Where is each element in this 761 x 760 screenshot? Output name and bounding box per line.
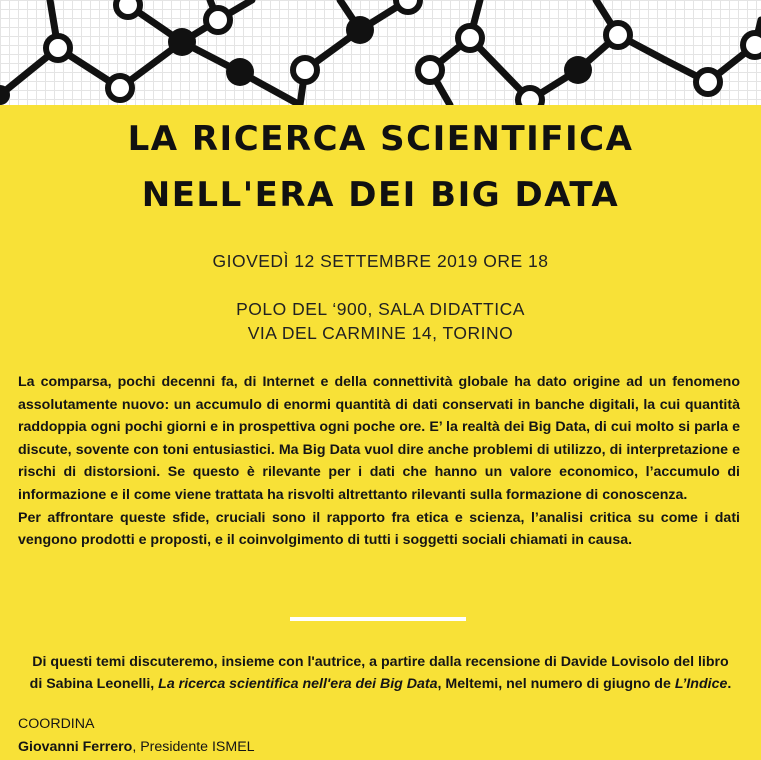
note-suffix: . <box>727 676 732 692</box>
divider <box>290 617 466 621</box>
venue-line-1: POLO DEL ‘900, SALA DIDATTICA <box>236 299 525 319</box>
note-middle: , Meltemi, nel numero di giugno de <box>437 676 675 692</box>
title-line-2: NELL'ERA DEI BIG DATA <box>141 175 620 215</box>
molecule-network-icon <box>0 0 761 105</box>
note-line-1: Di questi temi discuteremo, insieme con l'autrice, a partire dalla recensione di Davide Lovisolo del libro <box>32 654 729 670</box>
coordination-label: COORDINA <box>18 716 95 732</box>
coordinator-name: Giovanni Ferrero <box>18 739 133 755</box>
book-title: La ricerca scientifica nell'era dei Big Data <box>158 676 438 692</box>
note-line-2 <box>0 673 761 696</box>
event-date: GIOVEDÌ 12 SETTEMBRE 2019 ORE 18 <box>212 251 549 271</box>
coordinator-role: , Presidente ISMEL <box>132 739 255 755</box>
note-prefix: di Sabina Leonelli, <box>29 676 159 692</box>
header-band <box>0 0 761 105</box>
coordinator <box>18 739 255 755</box>
description-paragraph-2: Per affrontare queste sfide, cruciali sono il rapporto fra etica e scienza, l’analisi critica su come i dati vengono prodotti e proposti, e il coinvolgimento di tutti i soggetti sociali chiamati in causa. <box>18 509 740 549</box>
description <box>18 371 740 552</box>
venue-line-2: VIA DEL CARMINE 14, TORINO <box>247 323 514 343</box>
title-line-1: LA RICERCA SCIENTIFICA <box>127 119 634 159</box>
magazine-name: L’Indice <box>674 676 728 692</box>
description-paragraph-1: La comparsa, pochi decenni fa, di Internet e della connettività globale ha dato origine ad un fenomeno assolutamente nuovo: un accumulo di enormi quantità di dati conservati in banche digitali, la cui quantità raddoppia ogni pochi giorni e in prospettiva ogni poche ore. E’ la realtà dei Big Data, di cui molto si parla e discute, sovente con toni entusiastici. Ma Big Data vuol dire anche problemi di utilizzo, di interpretazione e rischi di distorsioni. Se questo è rilevante per i dati che hanno un valore economico, l’accumulo di informazione e il come viene trattata ha risvolti altrettanto rilevanti sulla formazione di conoscenza. <box>18 374 740 503</box>
